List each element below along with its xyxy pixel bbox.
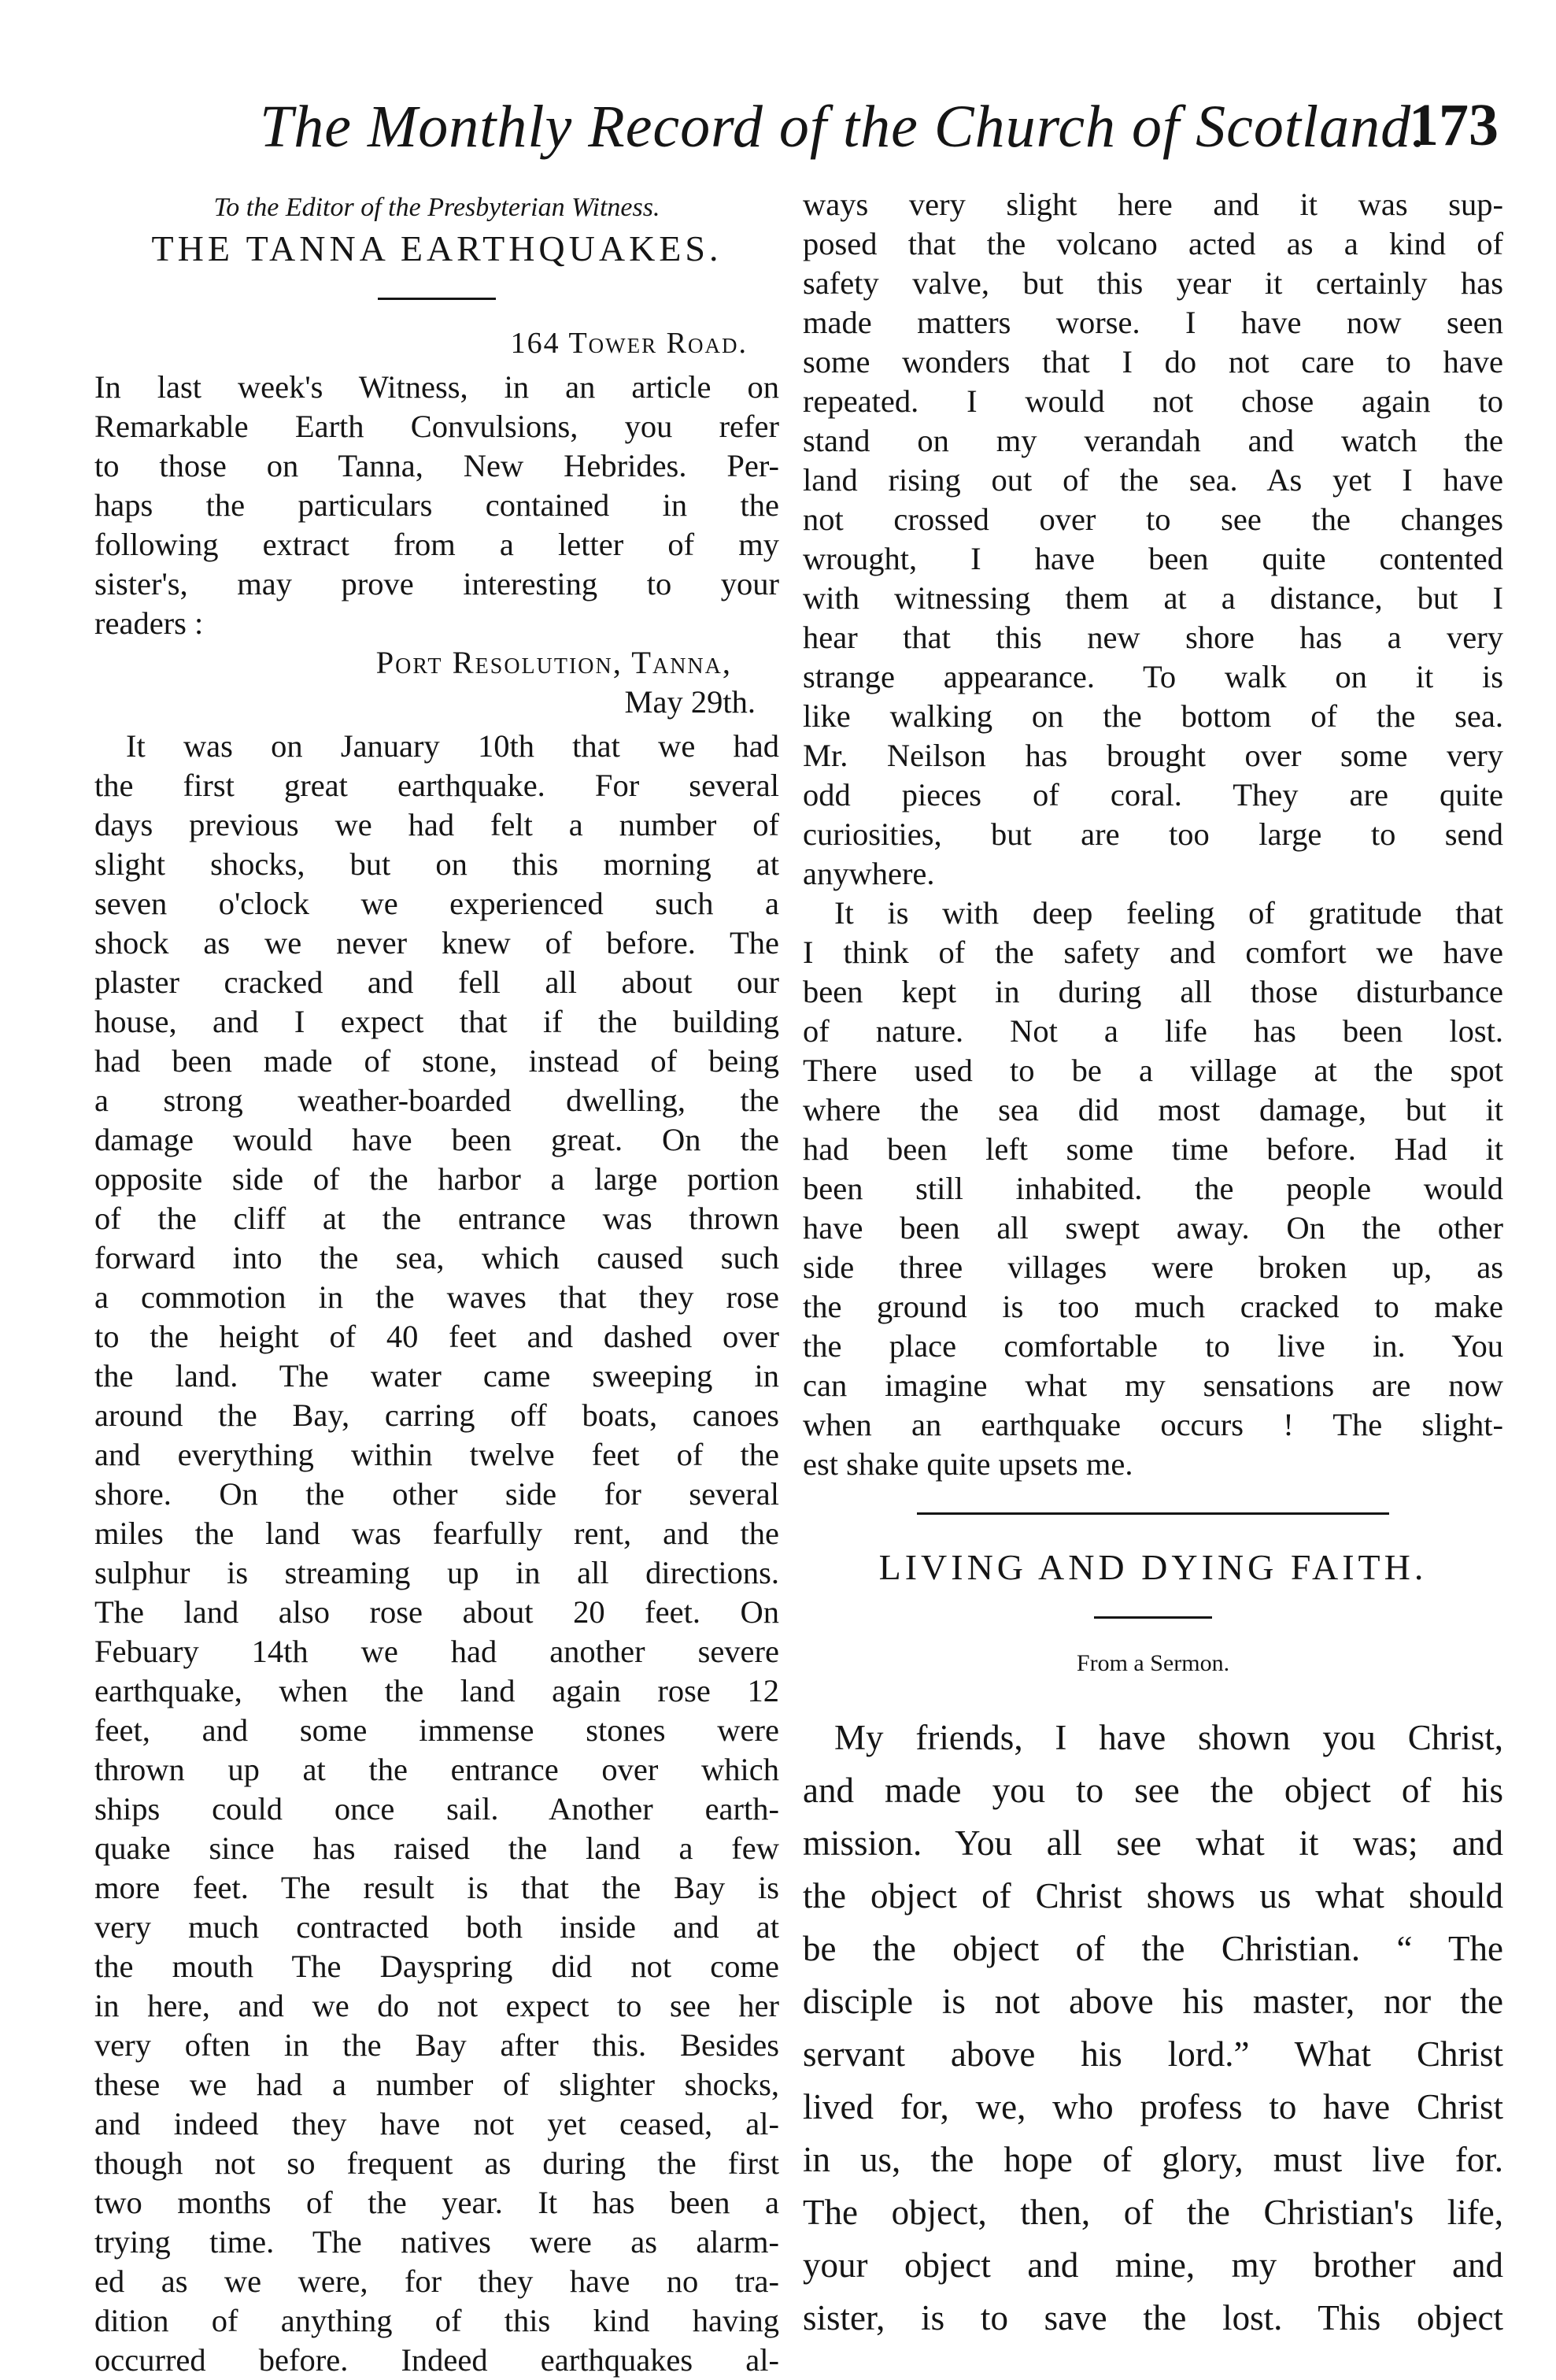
text-line: The object, then, of the Christian's life,: [803, 2193, 1503, 2232]
text-line: odd pieces of coral. They are quite: [803, 777, 1503, 812]
text-line: to the height of 40 feet and dashed over: [94, 1319, 779, 1354]
text-line: and everything within twelve feet of the: [94, 1437, 779, 1472]
text-line: sulphur is streaming up in all directions.: [94, 1555, 779, 1590]
text-line: in here, and we do not expect to see her: [94, 1988, 779, 2023]
text-line: made matters worse. I have now seen: [803, 305, 1503, 340]
text-line: posed that the volcano acted as a kind of: [803, 226, 1503, 261]
text-line: and made you to see the object of his: [803, 1771, 1503, 1810]
text-line: stand on my verandah and watch the: [803, 423, 1503, 458]
text-line: the land. The water came sweeping in: [94, 1358, 779, 1394]
text-line: quake since has raised the land a few: [94, 1830, 779, 1866]
text-line: readers :: [94, 605, 204, 641]
text-line: lived for, we, who profess to have Christ: [803, 2087, 1503, 2126]
text-line: been still inhabited. the people would: [803, 1171, 1503, 1206]
text-line: the mouth The Dayspring did not come: [94, 1949, 779, 1984]
letter-body-left: [94, 727, 779, 2380]
text-line: in us, the hope of glory, must live for.: [803, 2140, 1503, 2179]
text-line: been kept in during all those disturbance: [803, 974, 1503, 1009]
text-line: ed as we were, for they have no tra-: [94, 2263, 779, 2299]
text-line: The land also rose about 20 feet. On: [94, 1594, 779, 1630]
sermon-title: LIVING AND DYING FAITH.: [878, 1547, 1428, 1587]
text-line: some wonders that I do not care to have: [803, 344, 1503, 379]
text-line: mission. You all see what it was; and: [803, 1823, 1503, 1863]
text-line: wrought, I have been quite contented: [803, 541, 1503, 576]
text-line: be the object of the Christian. “ The: [803, 1929, 1503, 1968]
text-line: have been all swept away. On the other: [803, 1210, 1503, 1246]
text-line: shore. On the other side for several: [94, 1476, 779, 1512]
text-line: two months of the year. It has been a: [94, 2185, 779, 2220]
sermon-title-rule: [1094, 1616, 1212, 1619]
title-rule: [378, 298, 496, 300]
letter-title: THE TANNA EARTHQUAKES.: [151, 228, 723, 268]
text-line: opposite side of the harbor a large portion: [94, 1161, 779, 1197]
text-line: more feet. The result is that the Bay is: [94, 1870, 779, 1905]
text-line: thrown up at the entrance over which: [94, 1752, 779, 1787]
text-line: hear that this new shore has a very: [803, 620, 1503, 655]
text-line: though not so frequent as during the first: [94, 2145, 779, 2181]
text-line: land rising out of the sea. As yet I have: [803, 462, 1503, 498]
text-line: a strong weather-boarded dwelling, the: [94, 1083, 779, 1118]
text-line: Remarkable Earth Convulsions, you refer: [94, 409, 779, 444]
text-line: to those on Tanna, New Hebrides. Per-: [94, 448, 779, 483]
text-line: In last week's Witness, in an article on: [94, 369, 779, 405]
text-line: sister's, may prove interesting to your: [94, 566, 779, 601]
text-line: strange appearance. To walk on it is: [803, 659, 1503, 694]
text-line: side three villages were broken up, as: [803, 1249, 1503, 1285]
text-line: of the cliff at the entrance was thrown: [94, 1201, 779, 1236]
left-column: [94, 185, 779, 2380]
text-line: ways very slight here and it was sup-: [803, 187, 1503, 222]
text-line: very often in the Bay after this. Besides: [94, 2027, 779, 2063]
text-line: of nature. Not a life has been lost.: [803, 1013, 1503, 1049]
text-line: where the sea did most damage, but it: [803, 1092, 1503, 1127]
text-line: servant above his lord.” What Christ: [803, 2034, 1503, 2074]
text-line: anywhere.: [803, 856, 935, 891]
text-line: earthquake, when the land again rose 12: [94, 1673, 779, 1708]
letter-closing: [803, 894, 1503, 1484]
text-line: when an earthquake occurs ! The slight-: [803, 1407, 1503, 1442]
text-line: your object and mine, my brother and: [803, 2245, 1503, 2285]
text-line: disciple is not above his master, nor the: [803, 1982, 1503, 2021]
text-line: plaster cracked and fell all about our: [94, 964, 779, 1000]
text-line: slight shocks, but on this morning at: [94, 846, 779, 882]
text-line: days previous we had felt a number of: [94, 807, 779, 842]
running-title: The Monthly Record of the Church of Scotland.: [260, 94, 1428, 160]
text-line: very much contracted both inside and at: [94, 1909, 779, 1945]
text-line: forward into the sea, which caused such: [94, 1240, 779, 1275]
text-line: around the Bay, carring off boats, canoes: [94, 1397, 779, 1433]
text-line: a commotion in the waves that they rose: [94, 1279, 779, 1315]
letter-intro: [94, 368, 779, 643]
text-line: trying time. The natives were as alarm-: [94, 2224, 779, 2260]
text-line: There used to be a village at the spot: [803, 1053, 1503, 1088]
text-line: Febuary 14th we had another severe: [94, 1634, 779, 1669]
text-line: these we had a number of slighter shocks,: [94, 2067, 779, 2102]
text-line: It is with deep feeling of gratitude that: [834, 895, 1503, 931]
text-line: damage would have been great. On the: [94, 1122, 779, 1157]
text-line: seven o'clock we experienced such a: [94, 886, 779, 921]
text-line: the first great earthquake. For several: [94, 768, 779, 803]
text-line: curiosities, but are too large to send: [803, 816, 1503, 852]
text-line: had been made of stone, instead of being: [94, 1043, 779, 1079]
text-line: Mr. Neilson has brought over some very: [803, 738, 1503, 773]
page-header: [0, 0, 1556, 181]
letter-place: Port Resolution, Tanna,: [375, 645, 732, 680]
text-line: not crossed over to see the changes: [803, 502, 1503, 537]
text-line: ships could once sail. Another earth-: [94, 1791, 779, 1827]
text-line: house, and I expect that if the building: [94, 1004, 779, 1039]
text-line: had been left some time before. Had it: [803, 1131, 1503, 1167]
letter-address: 164 Tower Road.: [510, 327, 748, 360]
text-line: and indeed they have not yet ceased, al-: [94, 2106, 779, 2141]
text-line: like walking on the bottom of the sea.: [803, 698, 1503, 734]
sermon-source: From a Sermon.: [1076, 1650, 1230, 1676]
text-line: dition of anything of this kind having: [94, 2303, 779, 2338]
text-line: haps the particulars contained in the: [94, 487, 779, 523]
text-line: repeated. I would not chose again to: [803, 383, 1503, 419]
sermon-body: [803, 1712, 1503, 2345]
text-line: It was on January 10th that we had: [126, 728, 779, 764]
text-line: shock as we never knew of before. The: [94, 925, 779, 961]
right-column: [803, 185, 1503, 2345]
text-line: feet, and some immense stones were: [94, 1712, 779, 1748]
text-line: est shake quite upsets me.: [803, 1446, 1133, 1482]
text-line: occurred before. Indeed earthquakes al-: [94, 2342, 779, 2378]
section-divider: [917, 1512, 1389, 1515]
text-line: My friends, I have shown you Christ,: [834, 1718, 1503, 1757]
text-line: the ground is too much cracked to make: [803, 1289, 1503, 1324]
text-line: the object of Christ shows us what should: [803, 1876, 1503, 1915]
letter-date: May 29th.: [624, 684, 756, 720]
text-line: the place comfortable to live in. You: [803, 1328, 1503, 1364]
page-number: 173: [1409, 92, 1499, 158]
text-line: following extract from a letter of my: [94, 527, 779, 562]
text-line: miles the land was fearfully rent, and the: [94, 1516, 779, 1551]
text-line: with witnessing them at a distance, but I: [803, 580, 1503, 616]
text-line: sister, is to save the lost. This object: [803, 2298, 1503, 2337]
text-line: can imagine what my sensations are now: [803, 1368, 1503, 1403]
letter-caption: To the Editor of the Presbyterian Witness.: [213, 193, 660, 222]
text-line: I think of the safety and comfort we have: [803, 935, 1503, 970]
text-line: safety valve, but this year it certainly has: [803, 265, 1503, 301]
letter-body-right: [803, 185, 1503, 894]
